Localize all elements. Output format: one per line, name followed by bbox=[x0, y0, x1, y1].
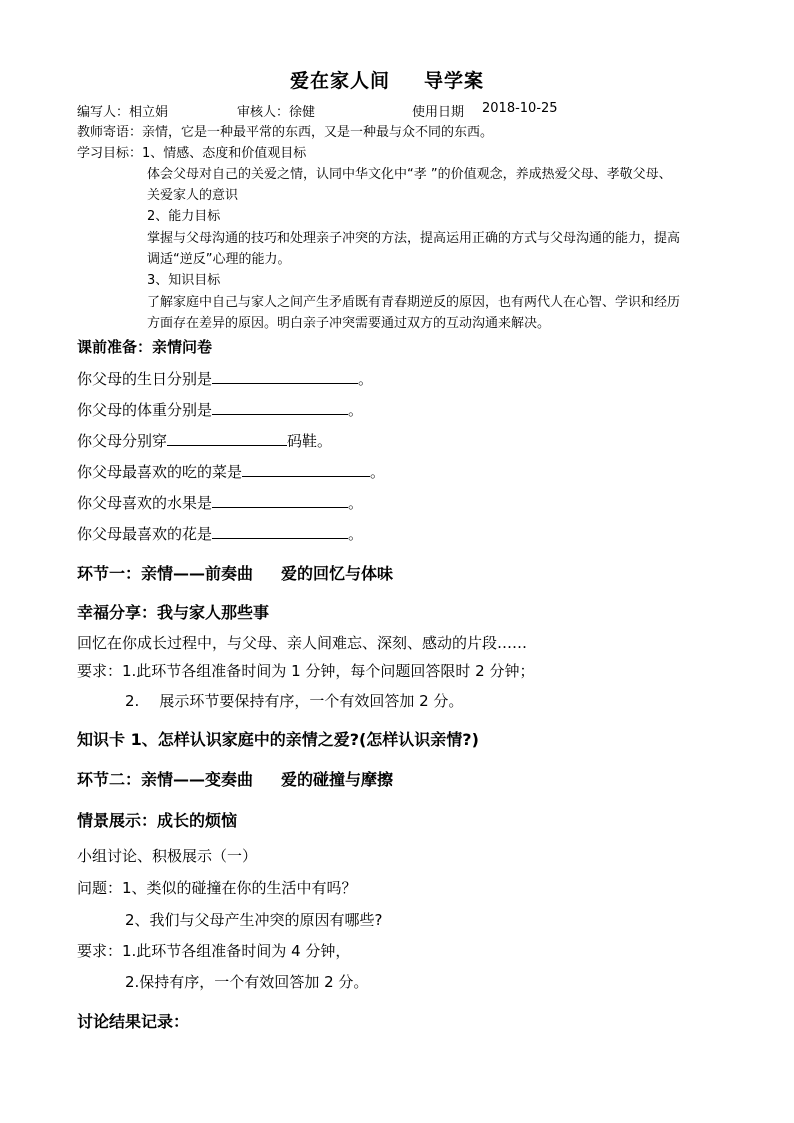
section2-heading-sub: 爱的碰撞与摩擦 bbox=[281, 770, 394, 789]
section2-heading-main: 环节二：亲情——变奏曲 bbox=[77, 770, 254, 789]
goal2-line1: 掌握与父母沟通的技巧和处理亲子冲突的方法，提高运用正确的方式与父母沟通的能力，提高 bbox=[147, 231, 681, 246]
objectives-heading: 学习目标：1、情感、态度和价值观目标 bbox=[77, 146, 307, 161]
question-label: 你父母最喜欢的吃的菜是 bbox=[77, 463, 243, 481]
goal2-heading: 2、能力目标 bbox=[147, 209, 221, 224]
goal2-line2: 调适“逆反”心理的能力。 bbox=[147, 252, 291, 267]
section1-requirement-1: 要求：1.此环节各组准备时间为 1 分钟，每个问题回答限时 2 分钟； bbox=[77, 662, 535, 680]
goal3-line1: 了解家庭中自己与家人之间产生矛盾既有青春期逆反的原因，也有两代人在心智、学识和经历 bbox=[147, 295, 681, 310]
section1-heading-main: 环节一：亲情——前奏曲 bbox=[77, 564, 254, 583]
goal3-heading: 3、知识目标 bbox=[147, 273, 221, 288]
reviewer-line: 审核人：徐健 bbox=[237, 105, 316, 120]
prep-question-shoe-size bbox=[77, 430, 332, 451]
goal1-line1: 体会父母对自己的关爱之情，认同中华文化中“孝 ”的价值观念，养成热爱父母、孝敬父母、 bbox=[147, 167, 672, 182]
teacher-message: 教师寄语：亲情，它是一种最平常的东西，又是一种最与众不同的东西。 bbox=[77, 125, 494, 140]
section1-heading bbox=[77, 561, 393, 584]
knowledge-card: 知识卡 1、怎样认识家庭中的亲情之爱?(怎样认识亲情?) bbox=[77, 730, 479, 749]
share-heading: 幸福分享：我与家人那些事 bbox=[77, 603, 270, 622]
goal1-line2: 关爱家人的意识 bbox=[147, 188, 239, 203]
answer-blank[interactable] bbox=[212, 494, 348, 508]
requirement-number: 2. bbox=[125, 692, 140, 710]
answer-blank[interactable] bbox=[212, 370, 358, 384]
discussion-result-label: 讨论结果记录： bbox=[77, 1012, 190, 1031]
question-suffix: 。 bbox=[348, 401, 364, 419]
question-suffix: 。 bbox=[348, 494, 364, 512]
prep-question-birthday bbox=[77, 368, 373, 389]
question-suffix: 。 bbox=[370, 463, 386, 481]
answer-blank[interactable] bbox=[212, 401, 348, 415]
section2-requirement-1: 要求：1.此环节各组准备时间为 4 分钟， bbox=[77, 942, 351, 960]
question-suffix: 。 bbox=[358, 370, 374, 388]
answer-blank[interactable] bbox=[212, 525, 348, 539]
section2-question-2: 2、我们与父母产生冲突的原因有哪些? bbox=[125, 911, 383, 929]
section2-heading bbox=[77, 767, 393, 790]
share-text: 回忆在你成长过程中，与父母、亲人间难忘、深刻、感动的片段…… bbox=[77, 634, 528, 652]
question-suffix: 。 bbox=[348, 525, 364, 543]
prep-question-dish bbox=[77, 461, 385, 482]
prep-question-fruit bbox=[77, 492, 363, 513]
requirement-text: 展示环节要保持有序，一个有效回答加 2 分。 bbox=[159, 692, 464, 710]
prep-question-flower bbox=[77, 523, 363, 544]
section1-heading-sub: 爱的回忆与体味 bbox=[281, 564, 394, 583]
section1-requirement-2 bbox=[125, 690, 463, 711]
document-title bbox=[290, 66, 484, 93]
question-label: 你父母的生日分别是 bbox=[77, 370, 213, 388]
question-label: 你父母分别穿 bbox=[77, 432, 168, 450]
prep-heading: 课前准备：亲情问卷 bbox=[77, 338, 213, 356]
prep-question-weight bbox=[77, 399, 363, 420]
section2-question-1: 问题：1、类似的碰撞在你的生活中有吗？ bbox=[77, 879, 357, 897]
answer-blank[interactable] bbox=[167, 432, 287, 446]
question-label: 你父母最喜欢的花是 bbox=[77, 525, 213, 543]
section2-requirement-2: 2.保持有序，一个有效回答加 2 分。 bbox=[125, 973, 369, 991]
question-suffix: 码鞋。 bbox=[287, 432, 333, 450]
date-label: 使用日期 bbox=[412, 105, 465, 120]
title-main: 爱在家人间 bbox=[290, 70, 391, 92]
answer-blank[interactable] bbox=[242, 463, 370, 477]
title-sub: 导学案 bbox=[424, 70, 485, 92]
scene-heading: 情景展示：成长的烦恼 bbox=[77, 811, 238, 830]
question-label: 你父母喜欢的水果是 bbox=[77, 494, 213, 512]
date-value: 2018-10-25 bbox=[482, 101, 558, 116]
group-discussion: 小组讨论、积极展示（一） bbox=[77, 847, 258, 865]
author-line: 编写人：相立娟 bbox=[77, 105, 169, 120]
goal3-line2: 方面存在差异的原因。明白亲子冲突需要通过双方的互动沟通来解决。 bbox=[147, 316, 551, 331]
question-label: 你父母的体重分别是 bbox=[77, 401, 213, 419]
